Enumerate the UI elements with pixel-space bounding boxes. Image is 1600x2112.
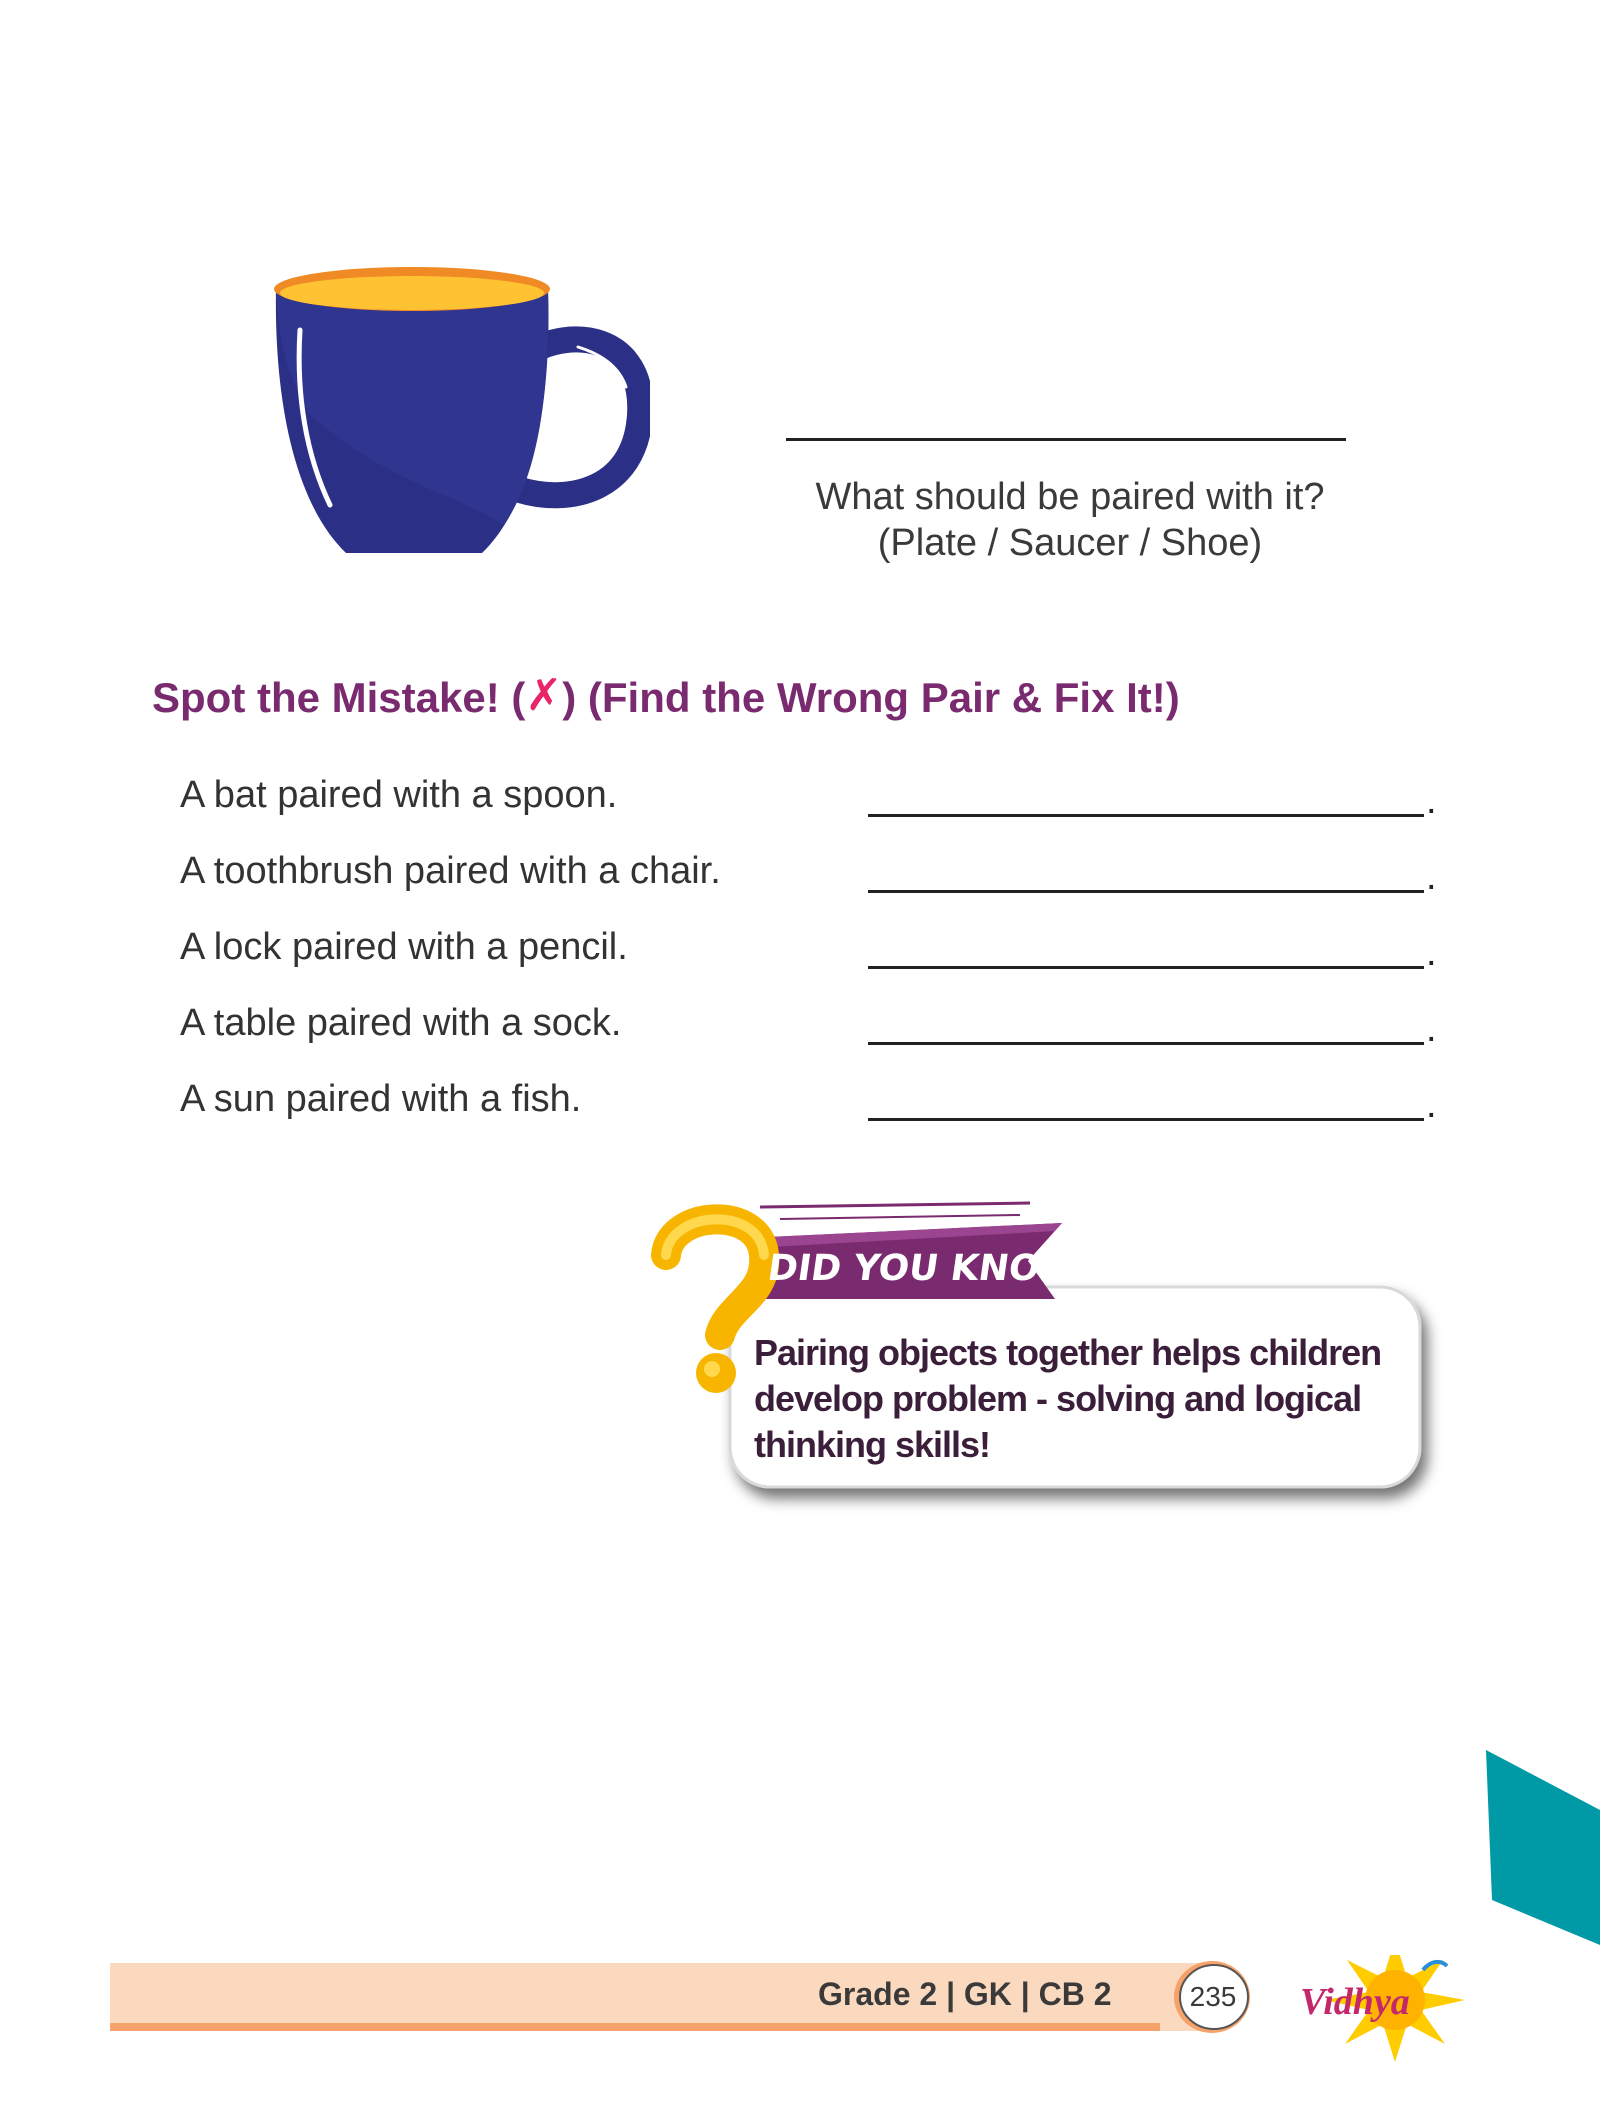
- footer-course-label: Grade 2 | GK | CB 2: [818, 1976, 1112, 2012]
- page-number: 235: [1189, 1981, 1237, 2012]
- list-item: [180, 926, 1440, 986]
- list-item: [180, 850, 1440, 910]
- answer-blank[interactable]: [868, 890, 1424, 893]
- cross-mark-icon: ✗: [525, 671, 563, 720]
- did-you-know-title: DID YOU KNOW?: [765, 1248, 1103, 1289]
- answer-blank[interactable]: [868, 814, 1424, 817]
- period-mark: .: [1426, 780, 1437, 822]
- heading-part-1: Spot the Mistake! (: [152, 674, 526, 721]
- list-item: [180, 774, 1440, 834]
- did-you-know-text: [754, 1330, 1394, 1468]
- answer-blank[interactable]: [868, 1118, 1424, 1121]
- pairing-question: [770, 474, 1370, 566]
- period-mark: .: [1426, 856, 1437, 898]
- section-heading: [152, 672, 1180, 723]
- cup-illustration: [270, 255, 650, 575]
- fact-line-3: thinking skills!: [754, 1424, 991, 1465]
- question-options: (Plate / Saucer / Shoe): [877, 522, 1263, 564]
- corner-tab-decoration: [1486, 1750, 1600, 1945]
- list-item: [180, 1078, 1440, 1138]
- heading-part-2: ) (Find the Wrong Pair & Fix It!): [562, 674, 1180, 721]
- fact-line-2: develop problem - solving and logical: [754, 1378, 1362, 1419]
- mistake-text: A sun paired with a fish.: [180, 1078, 582, 1120]
- vidhya-logo: Vidhya: [1300, 1981, 1410, 2023]
- list-item: [180, 1002, 1440, 1062]
- answer-blank[interactable]: [868, 966, 1424, 969]
- mistake-text: A table paired with a sock.: [180, 1002, 622, 1044]
- question-line-1: What should be paired with it?: [815, 476, 1325, 518]
- period-mark: .: [1426, 1008, 1437, 1050]
- period-mark: .: [1426, 932, 1437, 974]
- mistake-text: A bat paired with a spoon.: [180, 774, 618, 816]
- fact-line-1: Pairing objects together helps children: [754, 1332, 1382, 1373]
- mistake-text: A lock paired with a pencil.: [180, 926, 628, 968]
- period-mark: .: [1426, 1084, 1437, 1126]
- mistake-text: A toothbrush paired with a chair.: [180, 850, 721, 892]
- answer-blank[interactable]: [868, 1042, 1424, 1045]
- answer-line[interactable]: [786, 438, 1346, 441]
